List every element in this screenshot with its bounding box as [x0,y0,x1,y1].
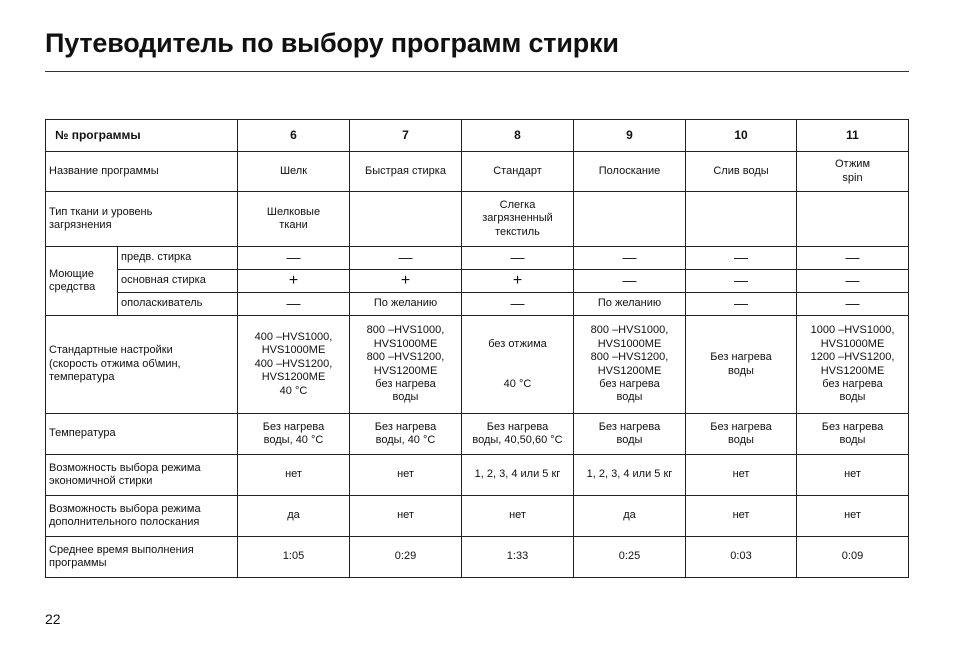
table-cell: По желанию [350,293,462,316]
table-cell: нет [462,496,574,537]
program-number: 10 [686,120,797,152]
avg-time-row [46,537,909,578]
row-label: Возможность выбора режима экономичной стирки [46,455,238,496]
table-cell: + [350,270,462,293]
table-cell: 1, 2, 3, 4 или 5 кг [462,455,574,496]
sub-row-label: ополаскиватель [118,293,238,316]
table-cell: — [686,270,797,293]
table-cell: без отжима 40 °C [462,316,574,414]
table-cell: — [462,293,574,316]
table-cell: нет [238,455,350,496]
program-number-header: № программы [46,120,238,152]
row-label: Температура [46,414,238,455]
table-cell: нет [686,455,797,496]
fabric-type-row [46,192,909,247]
table-cell: Полоскание [574,152,686,192]
table-cell: 800 –HVS1000, HVS1000ME 800 –HVS1200, HVS1200ME без нагрева воды [350,316,462,414]
table-cell: — [238,293,350,316]
table-cell: 0:25 [574,537,686,578]
row-label: Среднее время выполнения программы [46,537,238,578]
program-number: 8 [462,120,574,152]
detergent-group-label: Моющие средства [46,247,118,316]
program-number: 6 [238,120,350,152]
table-cell: По желанию [574,293,686,316]
table-cell: Шелковые ткани [238,192,350,247]
table-cell: нет [350,496,462,537]
table-cell: да [238,496,350,537]
table-cell: нет [797,455,909,496]
table-cell: 1:33 [462,537,574,578]
detergent-prewash-row [46,247,909,270]
table-cell: Без нагрева воды [686,414,797,455]
table-cell: 0:29 [350,537,462,578]
program-number: 9 [574,120,686,152]
table-cell: Шелк [238,152,350,192]
table-cell [686,192,797,247]
table-cell: — [686,247,797,270]
table-cell: — [238,247,350,270]
program-name-row [46,152,909,192]
table-cell [574,192,686,247]
table-cell: Быстрая стирка [350,152,462,192]
table-cell: Без нагрева воды, 40 °C [350,414,462,455]
table-cell: — [574,270,686,293]
table-cell: Стандарт [462,152,574,192]
sub-row-label: предв. стирка [118,247,238,270]
table-cell: Без нагрева воды, 40 °C [238,414,350,455]
program-number: 7 [350,120,462,152]
table-cell: 1:05 [238,537,350,578]
program-guide-table [45,119,909,578]
table-cell: Без нагрева воды [797,414,909,455]
extra-rinse-row [46,496,909,537]
page-number: 22 [45,611,61,627]
title-divider [45,71,909,72]
program-number: 11 [797,120,909,152]
table-cell: Без нагрева воды [686,316,797,414]
table-cell: — [797,270,909,293]
table-cell: 1000 –HVS1000, HVS1000ME 1200 –HVS1200, HVS1200ME без нагрева воды [797,316,909,414]
table-cell: 0:09 [797,537,909,578]
row-label: Стандартные настройки (скорость отжима об\мин, температура [46,316,238,414]
table-cell: Без нагрева воды, 40,50,60 °C [462,414,574,455]
eco-mode-row [46,455,909,496]
table-cell: — [462,247,574,270]
temperature-row [46,414,909,455]
table-cell: нет [350,455,462,496]
detergent-softener-row [46,293,909,316]
table-cell: Отжим spin [797,152,909,192]
table-cell: 400 –HVS1000, HVS1000ME 400 –HVS1200, HVS1200ME 40 °C [238,316,350,414]
table-cell: + [462,270,574,293]
sub-row-label: основная стирка [118,270,238,293]
detergent-main-row [46,270,909,293]
table-cell: 0:03 [686,537,797,578]
table-cell: — [797,293,909,316]
table-cell: — [686,293,797,316]
page-title: Путеводитель по выбору программ стирки [45,28,619,58]
table-cell: — [574,247,686,270]
table-cell: — [797,247,909,270]
table-cell: 800 –HVS1000, HVS1000ME 800 –HVS1200, HVS1200ME без нагрева воды [574,316,686,414]
table-cell: Слив воды [686,152,797,192]
table-cell: — [350,247,462,270]
table-cell: Без нагрева воды [574,414,686,455]
table-cell: нет [686,496,797,537]
table-cell [350,192,462,247]
table-cell: нет [797,496,909,537]
row-label: Возможность выбора режима дополнительного полоскания [46,496,238,537]
table-cell: 1, 2, 3, 4 или 5 кг [574,455,686,496]
table-cell [797,192,909,247]
table-cell: Слегка загрязненный текстиль [462,192,574,247]
row-label: Тип ткани и уровень загрязнения [46,192,238,247]
row-label: Название программы [46,152,238,192]
table-cell: да [574,496,686,537]
header-row [46,120,909,152]
table-cell: + [238,270,350,293]
default-settings-row [46,316,909,414]
